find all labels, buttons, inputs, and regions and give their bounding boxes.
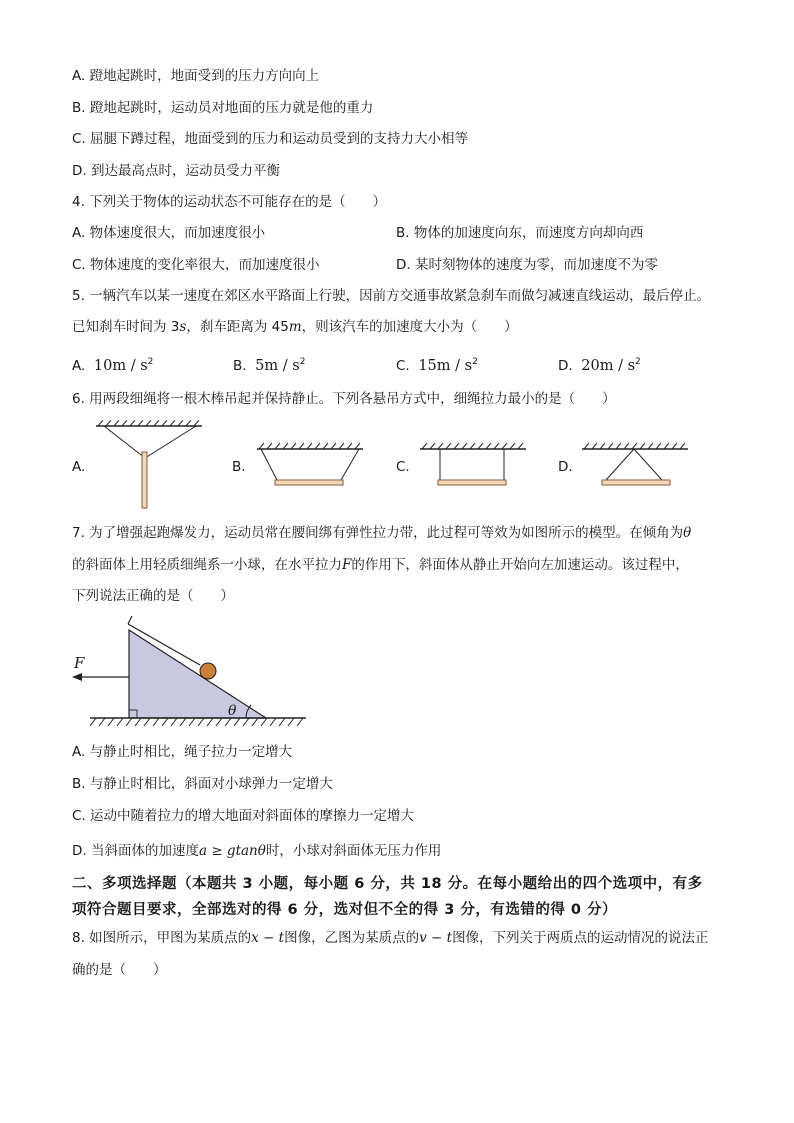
q7-force-label: F xyxy=(74,654,85,672)
q5-option-d: D. $20m / s^2$ xyxy=(558,357,641,374)
q6-stem: 6. 用两段细绳将一根木棒吊起并保持静止。下列各悬吊方式中，细绳拉力最小的是（ ） xyxy=(72,391,616,407)
q6-label-b: B. xyxy=(232,459,246,475)
q6-figure-d xyxy=(580,443,690,489)
q7-stem-line1: 7. 为了增强起跑爆发力，运动员常在腰间绑有弹性拉力带，此过程可等效为如图所示的模型。在倾角为θ xyxy=(72,525,692,541)
q5-option-c: C. $15m / s^2$ xyxy=(396,357,478,374)
q3-option-a: A. 蹬地起跳时，地面受到的压力方向向上 xyxy=(72,68,320,84)
q3-option-d: D. 到达最高点时，运动员受力平衡 xyxy=(72,163,280,179)
q4-option-c: C. 物体速度的变化率很大，而加速度很小 xyxy=(72,257,320,273)
q7-option-c: C. 运动中随着拉力的增大地面对斜面体的摩擦力一定增大 xyxy=(72,808,415,824)
q4-option-d: D. 某时刻物体的速度为零，而加速度不为零 xyxy=(396,257,658,273)
q6-figure-a xyxy=(92,420,207,512)
q6-label-d: D. xyxy=(558,459,573,475)
q6-figure-c xyxy=(418,443,528,489)
q7-option-d: D. 当斜面体的加速度a ≥ gtanθ时，小球对斜面体无压力作用 xyxy=(72,843,442,859)
q5-stem-line1: 5. 一辆汽车以某一速度在郊区水平路面上行驶，因前方交通事故紧急刹车而做匀减速直线运动，最后停止。 xyxy=(72,288,711,304)
q7-option-a: A. 与静止时相比，绳子拉力一定增大 xyxy=(72,744,293,760)
q4-option-b: B. 物体的加速度向东，而速度方向却向西 xyxy=(396,225,644,241)
q6-label-c: C. xyxy=(396,459,410,475)
q7-stem-line2: 的斜面体上用轻质细绳系一小球，在水平拉力F的作用下，斜面体从静止开始向左加速运动。该过程中， xyxy=(72,557,689,573)
q3-option-b: B. 蹬地起跳时，运动员对地面的压力就是他的重力 xyxy=(72,100,374,116)
section2-heading-line1: 二、多项选择题（本题共 3 小题，每小题 6 分，共 18 分。在每小题给出的四个选项中，有多 xyxy=(72,876,703,892)
q5-option-b: B. $5m / s^2$ xyxy=(233,357,306,374)
q5-option-a: A. $10m / s^2$ xyxy=(72,357,154,374)
q8-stem-line2: 确的是（ ） xyxy=(72,962,167,978)
section2-heading-line2: 项符合题目要求，全部选对的得 6 分，选对但不全的得 3 分，有选错的得 0 分） xyxy=(72,902,618,918)
q7-stem-line3: 下列说法正确的是（ ） xyxy=(72,588,234,604)
q7-incline-figure xyxy=(70,612,315,734)
q3-option-c: C. 屈腿下蹲过程，地面受到的压力和运动员受到的支持力大小相等 xyxy=(72,131,469,147)
q6-label-a: A. xyxy=(72,459,86,475)
q5-stem-line2: 已知刹车时间为 3s，刹车距离为 45m，则该汽车的加速度大小为（ ） xyxy=(72,319,518,335)
q8-stem-line1: 8. 如图所示，甲图为某质点的x − t图像，乙图为某质点的v − t图像，下列关于两质点的运动情况的说法正 xyxy=(72,930,709,946)
q7-option-b: B. 与静止时相比，斜面对小球弹力一定增大 xyxy=(72,776,333,792)
q4-option-a: A. 物体速度很大，而加速度很小 xyxy=(72,225,266,241)
q7-angle-label: θ xyxy=(228,703,237,719)
q4-stem: 4. 下列关于物体的运动状态不可能存在的是（ ） xyxy=(72,194,387,210)
q6-figure-b xyxy=(255,443,365,489)
